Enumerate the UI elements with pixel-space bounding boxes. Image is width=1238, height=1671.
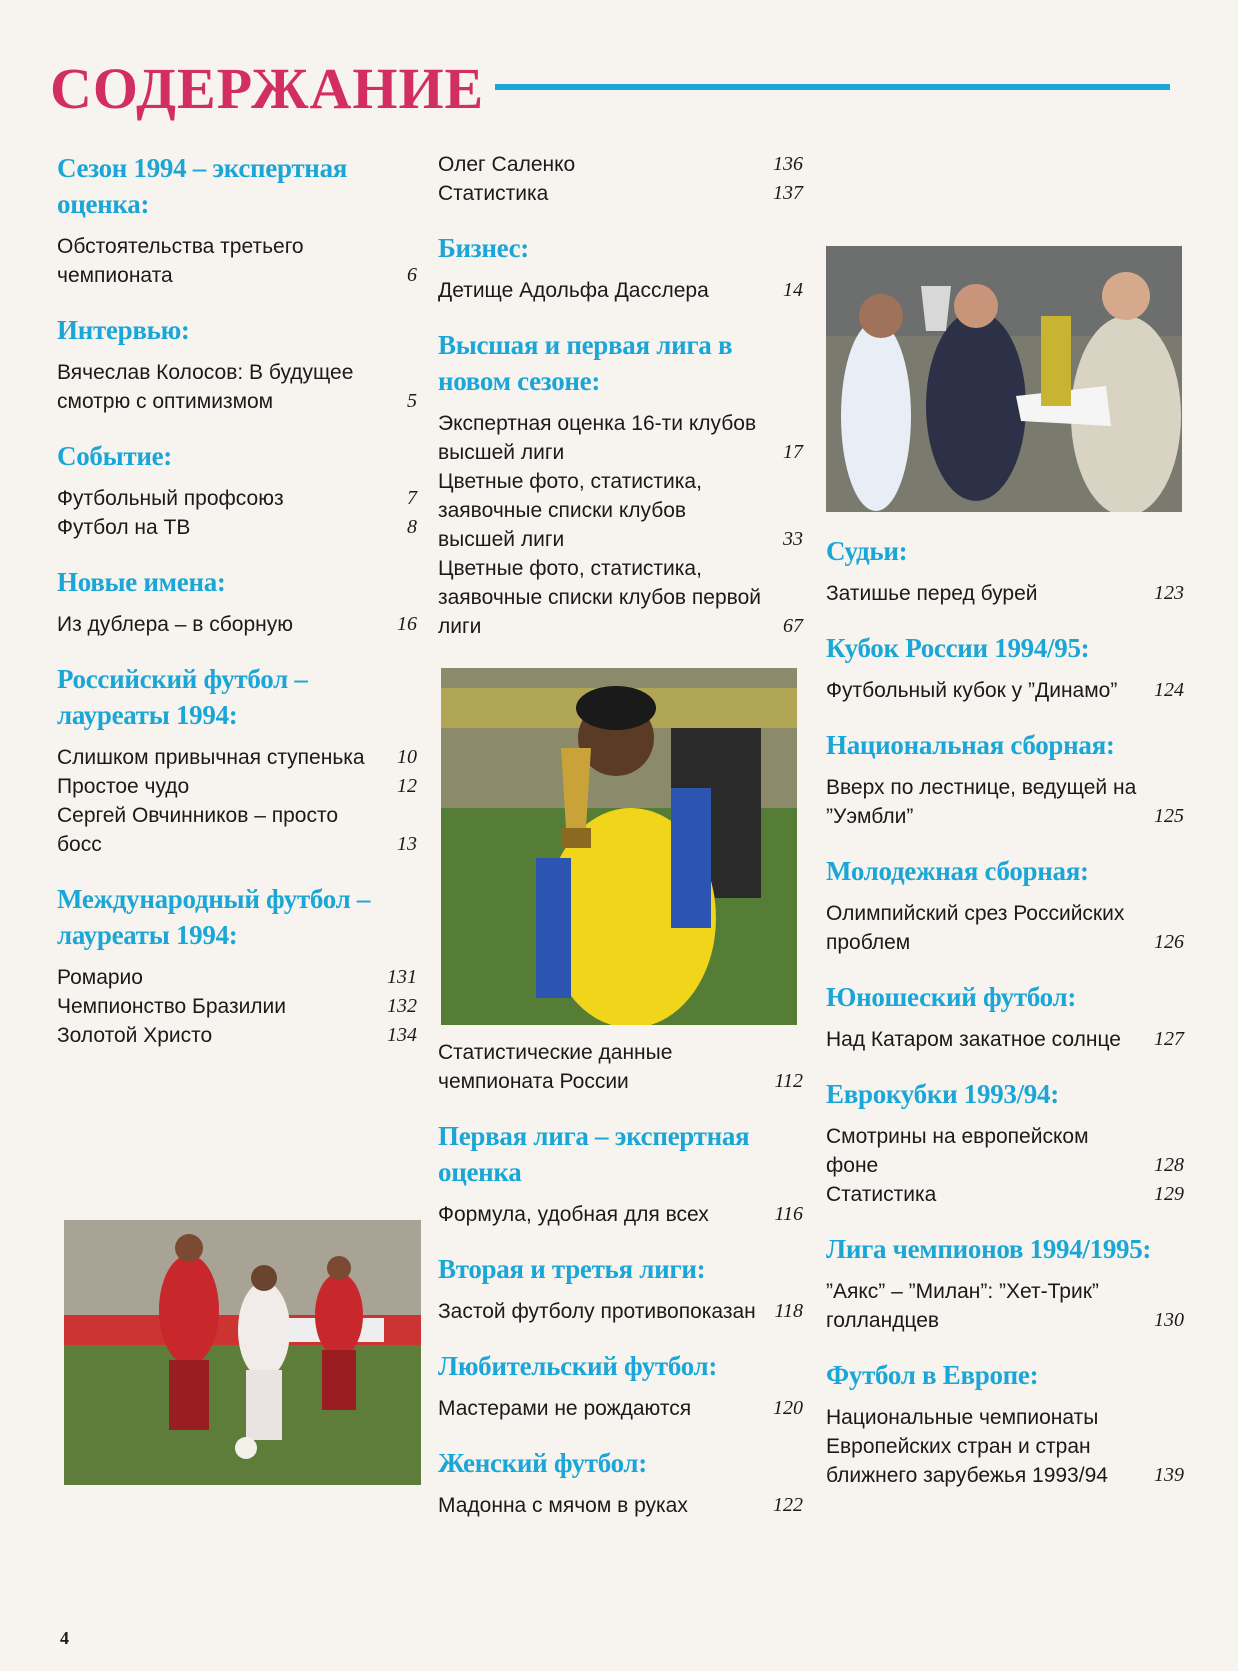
column-2-top — [438, 150, 803, 663]
toc-section — [57, 661, 417, 859]
entry-title: Цветные фото, статистика, заявочные списки клубов первой лиги — [438, 557, 761, 638]
entry-title: Мадонна с мячом в руках — [438, 1494, 688, 1517]
section-heading: Судьи: — [826, 536, 908, 566]
toc-entry — [438, 276, 803, 305]
toc-entry — [57, 743, 417, 772]
toc-entry — [826, 676, 1184, 705]
section-heading: Любительский футбол: — [438, 1351, 718, 1381]
entry-page-number: 8 — [407, 516, 417, 538]
entry-page-number: 16 — [397, 613, 417, 635]
entry-page-number: 125 — [1154, 805, 1184, 827]
entry-page-number: 118 — [774, 1300, 803, 1322]
toc-entry — [826, 579, 1184, 608]
section-heading: Вторая и третья лиги: — [438, 1254, 706, 1284]
entry-title: Олег Саленко — [438, 153, 576, 176]
toc-section — [826, 727, 1184, 831]
section-heading: Кубок России 1994/95: — [826, 633, 1090, 663]
entry-page-number: 5 — [407, 390, 417, 412]
toc-entry — [57, 513, 417, 542]
entry-page-number: 137 — [773, 182, 803, 204]
entry-title: Статистические данные чемпионата России — [438, 1041, 673, 1093]
toc-entry — [57, 232, 417, 290]
entry-page-number: 131 — [387, 966, 417, 988]
entry-title: Детище Адольфа Дасслера — [438, 279, 709, 302]
entry-page-number: 112 — [774, 1070, 803, 1092]
entry-page-number: 17 — [783, 441, 803, 463]
toc-section — [438, 327, 803, 641]
photo-player-with-trophy — [441, 668, 797, 1025]
entry-title: Вверх по лестнице, ведущей на ”Уэмбли” — [826, 776, 1137, 828]
section-heading: Международный футбол – лауреаты 1994: — [57, 884, 371, 950]
entry-page-number: 130 — [1154, 1309, 1184, 1331]
toc-section — [826, 533, 1184, 608]
toc-entry — [826, 1122, 1184, 1180]
toc-entry — [438, 1297, 803, 1326]
entry-page-number: 10 — [397, 746, 417, 768]
toc-entry — [438, 150, 803, 179]
page-number: 4 — [60, 1628, 69, 1648]
entry-page-number: 134 — [387, 1024, 417, 1046]
entry-title: Экспертная оценка 16-ти клубов высшей лиги — [438, 412, 757, 464]
entry-page-number: 67 — [783, 615, 803, 637]
toc-entry — [438, 409, 803, 467]
section-heading: Юношеский футбол: — [826, 982, 1077, 1012]
toc-entry — [438, 179, 803, 208]
section-heading: Бизнес: — [438, 233, 530, 263]
section-heading: Событие: — [57, 441, 172, 471]
toc-section — [826, 853, 1184, 957]
section-heading: Новые имена: — [57, 567, 226, 597]
entry-page-number: 14 — [783, 279, 803, 301]
entry-title: Мастерами не рождаются — [438, 1397, 692, 1420]
entry-page-number: 126 — [1154, 931, 1184, 953]
toc-entry — [826, 1180, 1184, 1209]
entry-title: Национальные чемпионаты Европейских стран и стран ближнего зарубежья 1993/94 — [826, 1406, 1108, 1487]
entry-title: Застой футболу противопоказан — [438, 1300, 756, 1323]
toc-section — [57, 150, 417, 290]
entry-page-number: 136 — [773, 153, 803, 175]
entry-page-number: 7 — [407, 487, 417, 509]
entry-title: Цветные фото, статистика, заявочные списки клубов высшей лиги — [438, 470, 702, 551]
entry-title: Золотой Христо — [57, 1024, 213, 1047]
toc-entry — [57, 992, 417, 1021]
entry-title: Над Катаром закатное солнце — [826, 1028, 1121, 1051]
toc-entry — [826, 1025, 1184, 1054]
entry-page-number: 116 — [774, 1203, 803, 1225]
section-heading: Еврокубки 1993/94: — [826, 1079, 1059, 1109]
title-rule — [495, 84, 1170, 90]
toc-entry — [57, 484, 417, 513]
entry-title: Футбол на ТВ — [57, 516, 191, 539]
entry-title: Футбольный кубок у ”Динамо” — [826, 679, 1118, 702]
toc-entry — [57, 358, 417, 416]
section-heading: Женский футбол: — [438, 1448, 647, 1478]
entry-title: Смотрины на европейском фоне — [826, 1125, 1089, 1177]
entry-title: Статистика — [826, 1183, 937, 1206]
toc-entry — [826, 1277, 1184, 1335]
toc-entry — [57, 1021, 417, 1050]
toc-entry — [57, 610, 417, 639]
toc-section — [57, 312, 417, 416]
entry-page-number: 13 — [397, 833, 417, 855]
section-heading: Интервью: — [57, 315, 190, 345]
entry-title: Олимпийский срез Российских проблем — [826, 902, 1125, 954]
toc-section — [826, 1357, 1184, 1490]
toc-section — [826, 1231, 1184, 1335]
entry-page-number: 128 — [1154, 1154, 1184, 1176]
toc-entry — [438, 1200, 803, 1229]
photo-football-match — [64, 1220, 421, 1485]
toc-entry — [438, 1394, 803, 1423]
entry-page-number: 120 — [773, 1397, 803, 1419]
toc-entry — [438, 1491, 803, 1520]
toc-section — [438, 1251, 803, 1326]
toc-section — [826, 979, 1184, 1054]
section-heading: Сезон 1994 – экспертная оценка: — [57, 153, 348, 219]
entry-page-number: 139 — [1154, 1464, 1184, 1486]
toc-entry — [438, 554, 803, 641]
entry-title: Обстоятельства третьего чемпионата — [57, 235, 304, 287]
section-heading: Лига чемпионов 1994/1995: — [826, 1234, 1152, 1264]
entry-title: Статистика — [438, 182, 549, 205]
entry-page-number: 122 — [773, 1494, 803, 1516]
column-1 — [57, 150, 417, 1072]
entry-page-number: 129 — [1154, 1183, 1184, 1205]
toc-entry — [826, 1403, 1184, 1490]
entry-title: Затишье перед бурей — [826, 582, 1038, 605]
toc-section — [438, 1348, 803, 1423]
column-3 — [826, 533, 1184, 1512]
toc-section — [826, 1076, 1184, 1209]
entry-page-number: 6 — [407, 264, 417, 286]
toc-section — [438, 1445, 803, 1520]
toc-entry — [57, 963, 417, 992]
toc-entry — [438, 467, 803, 554]
entry-page-number: 127 — [1154, 1028, 1184, 1050]
section-heading: Молодежная сборная: — [826, 856, 1089, 886]
entry-title: Слишком привычная ступенька — [57, 746, 365, 769]
page-title: СОДЕРЖАНИЕ — [50, 56, 485, 121]
toc-entry — [57, 772, 417, 801]
section-heading: Первая лига – экспертная оценка — [438, 1121, 750, 1187]
section-heading: Российский футбол – лауреаты 1994: — [57, 664, 308, 730]
toc-entry — [826, 773, 1184, 831]
entry-title: Формула, удобная для всех — [438, 1203, 709, 1226]
toc-entry — [438, 1038, 803, 1096]
photo-cup-ceremony — [826, 246, 1182, 512]
section-heading: Высшая и первая лига в новом сезоне: — [438, 330, 733, 396]
entry-title: Вячеслав Колосов: В будущее смотрю с оптимизмом — [57, 361, 354, 413]
entry-page-number: 12 — [397, 775, 417, 797]
entry-title: Ромарио — [57, 966, 143, 989]
entry-title: Из дублера – в сборную — [57, 613, 293, 636]
toc-section — [57, 438, 417, 542]
entry-page-number: 132 — [387, 995, 417, 1017]
section-heading: Национальная сборная: — [826, 730, 1115, 760]
entry-title: ”Аякс” – ”Милан”: ”Хет-Трик” голландцев — [826, 1280, 1099, 1332]
entry-page-number: 123 — [1154, 582, 1184, 604]
column-2-bottom — [438, 1038, 803, 1542]
toc-section — [438, 1118, 803, 1229]
entry-page-number: 33 — [783, 528, 803, 550]
toc-section — [57, 564, 417, 639]
entry-title: Футбольный профсоюз — [57, 487, 284, 510]
toc-entry — [57, 801, 417, 859]
toc-section — [438, 230, 803, 305]
section-heading: Футбол в Европе: — [826, 1360, 1039, 1390]
toc-section — [57, 881, 417, 1050]
toc-section — [826, 630, 1184, 705]
entry-page-number: 124 — [1154, 679, 1184, 701]
entry-title: Сергей Овчинников – просто босс — [57, 804, 339, 856]
toc-entry — [826, 899, 1184, 957]
toc-section — [438, 150, 803, 208]
entry-title: Простое чудо — [57, 775, 190, 798]
toc-section — [438, 1038, 803, 1096]
entry-title: Чемпионство Бразилии — [57, 995, 287, 1018]
